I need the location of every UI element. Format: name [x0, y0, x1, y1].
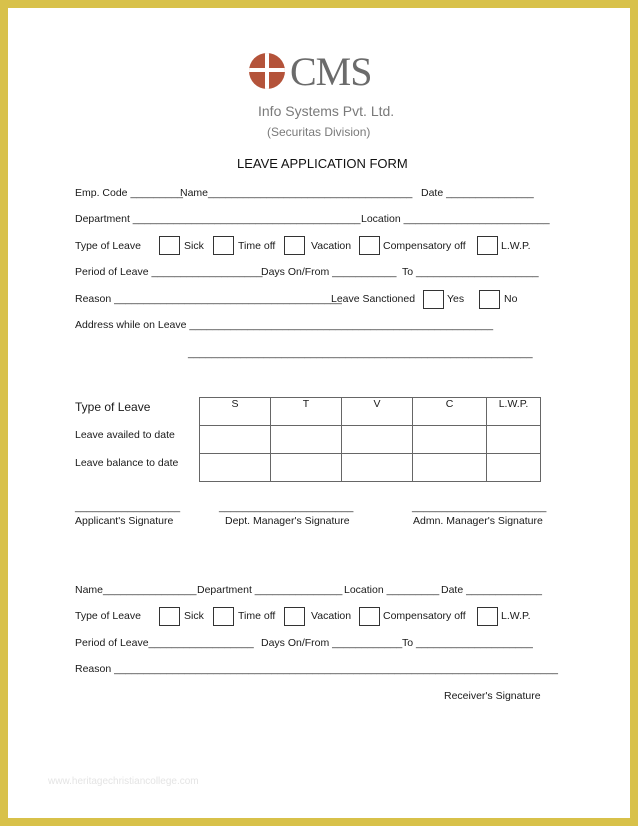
- col-header-s: S: [200, 398, 271, 426]
- col-header-t: T: [271, 398, 342, 426]
- applicant-signature-label: Applicant's Signature: [75, 515, 174, 527]
- receipt-location-field[interactable]: Location _________: [344, 584, 440, 596]
- receipt-sick-label: Sick: [184, 610, 204, 622]
- sick-label: Sick: [184, 240, 204, 252]
- receipt-to-field[interactable]: To ____________________: [402, 637, 533, 649]
- address-field[interactable]: Address while on Leave ____________________________________________________: [75, 319, 494, 331]
- sick-checkbox[interactable]: [159, 236, 180, 255]
- watermark: www.heritagechristiancollege.com: [48, 776, 199, 787]
- vacation-label: Vacation: [311, 240, 352, 252]
- receipt-name-field[interactable]: Name________________: [75, 584, 197, 596]
- no-checkbox[interactable]: [479, 290, 500, 309]
- location-field[interactable]: Location _________________________: [361, 213, 550, 225]
- type-of-leave-label: Type of Leave: [75, 240, 141, 252]
- receipt-lwp-checkbox[interactable]: [477, 607, 498, 626]
- table-row: [200, 426, 541, 454]
- table-cell[interactable]: [413, 454, 487, 482]
- date-field[interactable]: Date _______________: [421, 187, 534, 199]
- to-field[interactable]: To _____________________: [402, 266, 539, 278]
- name-field[interactable]: Name___________________________________: [180, 187, 413, 199]
- days-on-from-field[interactable]: Days On/From ___________: [261, 266, 397, 278]
- receipt-period-field[interactable]: Period of Leave__________________: [75, 637, 254, 649]
- receipt-time-off-label: Time off: [238, 610, 276, 622]
- vacation-checkbox[interactable]: [284, 236, 305, 255]
- period-of-leave-field[interactable]: Period of Leave ___________________: [75, 266, 263, 278]
- emp-code-field[interactable]: Emp. Code _________: [75, 187, 183, 199]
- table-cell[interactable]: [487, 426, 541, 454]
- company-name: Info Systems Pvt. Ltd.: [258, 103, 395, 119]
- leave-sanctioned-label: Leave Sanctioned: [331, 293, 416, 305]
- manager-signature-line[interactable]: _______________________: [219, 501, 354, 513]
- receipt-lwp-label: L.W.P.: [501, 610, 531, 622]
- department-field[interactable]: Department _______________________________________: [75, 213, 361, 225]
- table-cell[interactable]: [487, 454, 541, 482]
- receipt-sick-checkbox[interactable]: [159, 607, 180, 626]
- table-cell[interactable]: [271, 426, 342, 454]
- receiver-signature-label: Receiver's Signature: [444, 690, 541, 702]
- receipt-reason-field[interactable]: Reason ____________________________________________________________________________: [75, 663, 558, 675]
- receipt-compensatory-off-label: Compensatory off: [383, 610, 466, 622]
- address-line-2[interactable]: ___________________________________________________________: [188, 347, 533, 359]
- lwp-label: L.W.P.: [501, 240, 531, 252]
- cms-logo-icon: [249, 53, 285, 89]
- leave-balance-label: Leave balance to date: [75, 457, 179, 469]
- table-row: [200, 454, 541, 482]
- receipt-date-field[interactable]: Date _____________: [441, 584, 543, 596]
- admin-signature-label: Admn. Manager's Signature: [413, 515, 543, 527]
- receipt-days-on-from-field[interactable]: Days On/From ____________: [261, 637, 403, 649]
- admin-signature-line[interactable]: _______________________: [412, 501, 547, 513]
- receipt-type-of-leave-label: Type of Leave: [75, 610, 141, 622]
- compensatory-off-label: Compensatory off: [383, 240, 466, 252]
- table-header-row: [200, 398, 541, 426]
- time-off-label: Time off: [238, 240, 276, 252]
- receipt-time-off-checkbox[interactable]: [213, 607, 234, 626]
- division-name: (Securitas Division): [267, 125, 371, 139]
- leave-table: [199, 397, 541, 482]
- leave-availed-label: Leave availed to date: [75, 429, 175, 441]
- table-cell[interactable]: [342, 454, 413, 482]
- table-cell[interactable]: [271, 454, 342, 482]
- yes-checkbox[interactable]: [423, 290, 444, 309]
- col-header-lwp: L.W.P.: [487, 398, 541, 426]
- applicant-signature-line[interactable]: __________________: [75, 501, 181, 513]
- compensatory-off-checkbox[interactable]: [359, 236, 380, 255]
- col-header-c: C: [413, 398, 487, 426]
- yes-label: Yes: [447, 293, 465, 305]
- lwp-checkbox[interactable]: [477, 236, 498, 255]
- table-cell[interactable]: [342, 426, 413, 454]
- reason-field[interactable]: Reason _______________________________________: [75, 293, 342, 305]
- table-cell[interactable]: [200, 426, 271, 454]
- time-off-checkbox[interactable]: [213, 236, 234, 255]
- no-label: No: [504, 293, 518, 305]
- receipt-department-field[interactable]: Department _______________: [197, 584, 343, 596]
- table-cell[interactable]: [200, 454, 271, 482]
- leave-table-type-label: Type of Leave: [75, 400, 151, 414]
- logo-text: CMS: [290, 49, 372, 94]
- form-title: LEAVE APPLICATION FORM: [237, 156, 408, 171]
- receipt-compensatory-off-checkbox[interactable]: [359, 607, 380, 626]
- receipt-vacation-label: Vacation: [311, 610, 352, 622]
- manager-signature-label: Dept. Manager's Signature: [225, 515, 350, 527]
- receipt-vacation-checkbox[interactable]: [284, 607, 305, 626]
- table-cell[interactable]: [413, 426, 487, 454]
- col-header-v: V: [342, 398, 413, 426]
